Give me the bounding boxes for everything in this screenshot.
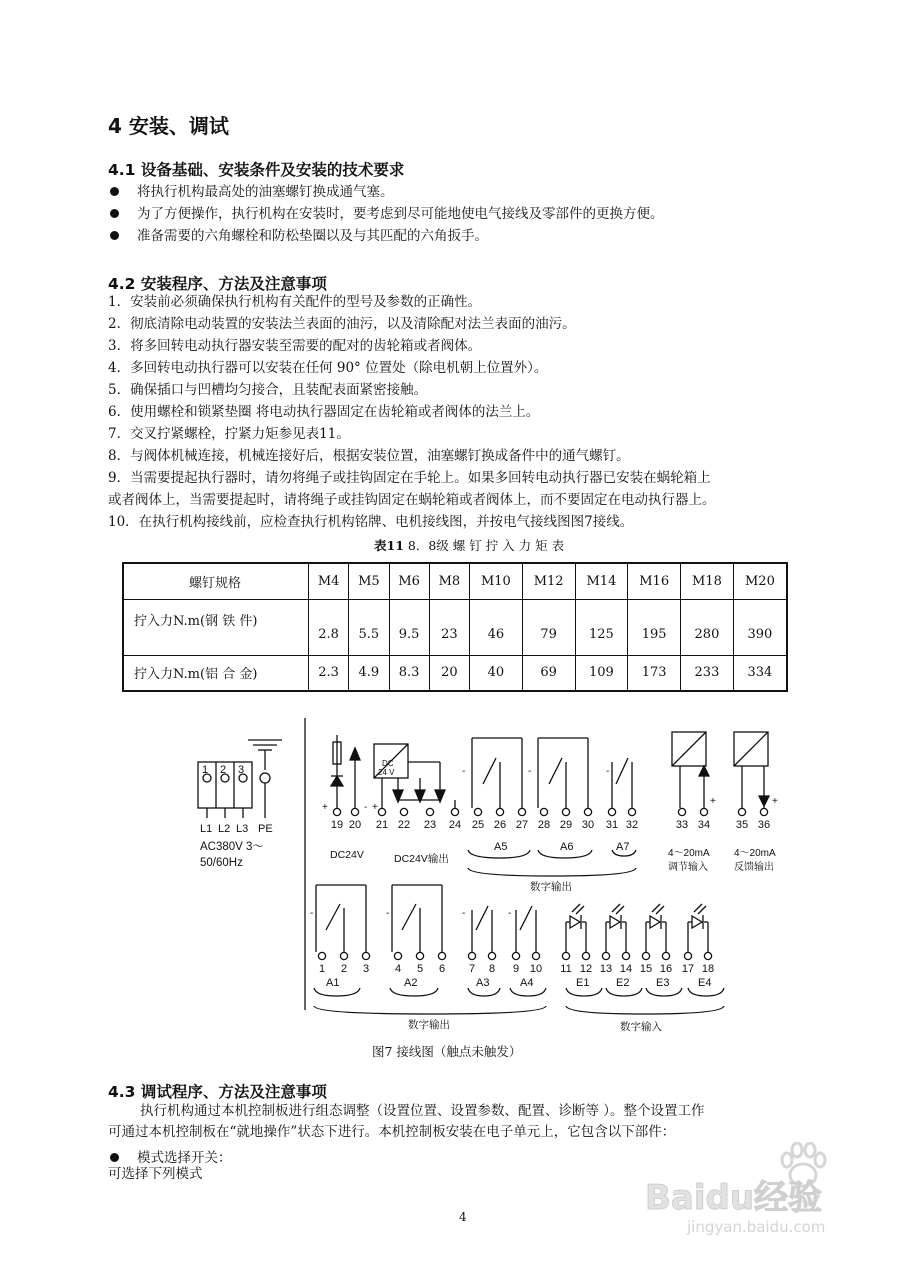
group-label: A5 [494, 841, 508, 853]
bottom-terminal-number: 16 [659, 963, 673, 975]
watermark-url: jingyan.baidu.com [687, 1218, 826, 1236]
top-terminal [333, 808, 340, 815]
bullet-icon [110, 209, 119, 218]
bottom-terminal-number: 11 [560, 963, 572, 975]
polarity-label: - [386, 908, 390, 919]
table-cell: 2.8 [309, 599, 349, 655]
dc-box-label: 24 V [378, 768, 395, 777]
group-label: 调节输入 [668, 862, 708, 873]
table-cell: 拧入力N.m(铝 合 金) [123, 655, 309, 691]
optocoupler-symbol [610, 916, 620, 928]
top-terminal-number: 31 [605, 819, 619, 831]
power-spec: 50/60Hz [200, 857, 243, 869]
table-header-cell: M4 [309, 563, 349, 599]
list-item: 或者阀体上，当需要提起时，请将绳子或挂钩固定在蜗轮箱或者阀体上，而不要固定在电动执行器上。 [108, 492, 716, 508]
table-cell: 46 [470, 599, 523, 655]
list-item: 7．交叉拧紧螺栓，拧紧力矩参见表11。 [108, 426, 350, 442]
bottom-terminal-number: 13 [599, 963, 613, 975]
list-item: 模式选择开关： [110, 1146, 232, 1166]
polarity-label: - [606, 766, 610, 777]
table-header-cell: M6 [389, 563, 429, 599]
polarity-label: - [310, 908, 314, 919]
bottom-terminal [468, 952, 475, 959]
table-cell: 40 [470, 655, 523, 691]
top-terminal-number: 25 [471, 819, 485, 831]
list-item: 6．使用螺栓和锁紧垫圈 将电动执行器固定在齿轮箱或者阀体的法兰上。 [108, 404, 540, 420]
table-row [123, 599, 787, 655]
top-terminal [351, 808, 358, 815]
group-label: E4 [698, 977, 712, 989]
table-row [123, 655, 787, 691]
top-terminal [518, 808, 525, 815]
table-cell: 4.9 [349, 655, 389, 691]
top-terminal-number: 29 [559, 819, 573, 831]
list-item: 2．彻底清除电动装置的安装法兰表面的油污，以及清除配对法兰表面的油污。 [108, 316, 576, 332]
list-item: 8．与阀体机械连接，机械连接好后，根据安装位置，油塞螺钉换成备件中的通气螺钉。 [108, 448, 630, 464]
top-terminal [496, 808, 503, 815]
top-terminal-number: 33 [675, 819, 689, 831]
bottom-terminal [394, 952, 401, 959]
top-terminal-number: 32 [625, 819, 639, 831]
list-item: 4．多回转电动执行器可以安装在任何 90° 位置处（除电机朝上位置外）。 [108, 360, 548, 376]
group-label: 4～20mA [668, 848, 710, 859]
bottom-terminal-number: 6 [438, 963, 446, 975]
bottom-terminal-number: 8 [488, 963, 496, 975]
torque-table [122, 562, 788, 692]
group-label: A3 [476, 977, 490, 989]
list-item: 10．在执行机构接线前，应检查执行机构铭牌、电机接线图，并按电气接线图图7接线。 [108, 514, 634, 530]
optocoupler-symbol [692, 916, 702, 928]
table-header-cell: M20 [733, 563, 787, 599]
paragraph-line: 执行机构通过本机控制板进行组态调整（设置位置、设置参数、配置、诊断等 ）。整个设置工作 [140, 1103, 705, 1119]
list-item: 将执行机构最高处的油塞螺钉换成通气塞。 [110, 180, 394, 200]
top-terminal [628, 808, 635, 815]
wiring-diagram [0, 700, 905, 1070]
top-terminal [426, 808, 433, 815]
bottom-terminal-number: 15 [639, 963, 653, 975]
top-terminal-number: 21 [375, 819, 389, 831]
list-item: 为了方便操作，执行机构在安装时，要考虑到尽可能地使电气接线及零部件的更换方便。 [110, 202, 664, 222]
group-label: 数字输出 [408, 1019, 450, 1031]
page-number: 4 [459, 1210, 467, 1224]
bottom-terminal [704, 952, 711, 959]
polarity-label: - [462, 766, 466, 777]
bottom-terminal [662, 952, 669, 959]
polarity-label: + [372, 802, 378, 813]
bottom-terminal-number: 3 [362, 963, 370, 975]
top-terminal [378, 808, 385, 815]
paragraph-line: 可通过本机控制板在“就地操作”状态下进行。本机控制板安装在电子单元上，它包含以下部件： [108, 1124, 676, 1140]
bottom-terminal-number: 14 [619, 963, 633, 975]
bottom-terminal-number: 18 [701, 963, 715, 975]
top-terminal-number: 22 [397, 819, 411, 831]
bottom-terminal-number: 7 [468, 963, 476, 975]
section-4-3-title: 4.3 调试程序、方法及注意事项 [108, 1083, 327, 1101]
top-terminal-number: 20 [348, 819, 362, 831]
table-cell: 9.5 [389, 599, 429, 655]
table-header-cell: M12 [522, 563, 575, 599]
table-cell: 20 [429, 655, 469, 691]
group-label: A2 [404, 977, 418, 989]
group-label: 数字输出 [530, 881, 572, 893]
top-terminal [608, 808, 615, 815]
top-terminal-number: 35 [735, 819, 749, 831]
table-header-cell: M16 [628, 563, 681, 599]
table-cell: 125 [575, 599, 628, 655]
power-spec: AC380V 3～ [200, 841, 264, 853]
table-cell: 233 [681, 655, 734, 691]
power-label: PE [258, 823, 273, 835]
top-terminal-number: 26 [493, 819, 507, 831]
polarity-label: + [772, 796, 778, 807]
top-terminal [700, 808, 707, 815]
top-terminal-number: 34 [697, 819, 711, 831]
polarity-label: - [364, 802, 368, 813]
group-label: 数字输入 [620, 1021, 662, 1033]
bottom-terminal-number: 4 [394, 963, 402, 975]
table-cell: 109 [575, 655, 628, 691]
polarity-label: + [710, 796, 716, 807]
bottom-terminal [362, 952, 369, 959]
power-label: L1 [200, 823, 213, 835]
table-cell: 拧入力N.m(钢 铁 件) [123, 599, 309, 655]
table-header-cell: M14 [575, 563, 628, 599]
table-cell: 334 [733, 655, 787, 691]
watermark-brand: Baidu经验 [645, 1178, 823, 1218]
group-label: E3 [656, 977, 670, 989]
power-label: L2 [218, 823, 231, 835]
table-cell: 79 [522, 599, 575, 655]
top-terminal-number: 23 [423, 819, 437, 831]
bottom-terminal [340, 952, 347, 959]
top-terminal-number: 28 [537, 819, 551, 831]
group-label: A6 [560, 841, 574, 853]
top-terminal [678, 808, 685, 815]
polarity-label: + [322, 802, 328, 813]
bottom-terminal-number: 2 [340, 963, 348, 975]
table-cell: 173 [628, 655, 681, 691]
top-terminal-number: 27 [515, 819, 529, 831]
figure-caption: 图7 接线图（触点未触发） [372, 1044, 522, 1059]
table-cell: 280 [681, 599, 734, 655]
bottom-terminal-number: 5 [416, 963, 424, 975]
group-label: DC24V输出 [394, 853, 449, 865]
top-terminal [451, 808, 458, 815]
top-terminal [540, 808, 547, 815]
table-cell: 23 [429, 599, 469, 655]
bottom-terminal-number: 9 [512, 963, 520, 975]
bottom-terminal [642, 952, 649, 959]
table-header-row [123, 563, 787, 599]
table-header-cell: M10 [470, 563, 523, 599]
bottom-terminal-number: 1 [318, 963, 326, 975]
section-4-2-title: 4.2 安装程序、方法及注意事项 [108, 275, 327, 293]
top-terminal [474, 808, 481, 815]
table-cell: 2.3 [309, 655, 349, 691]
top-terminal-number: 36 [757, 819, 771, 831]
bottom-terminal-number: 12 [579, 963, 593, 975]
table-cell: 195 [628, 599, 681, 655]
bottom-terminal [318, 952, 325, 959]
group-label: A7 [616, 841, 630, 853]
bottom-terminal [488, 952, 495, 959]
optocoupler-symbol [650, 916, 660, 928]
list-item: 5．确保插口与凹槽均匀接合，且装配表面紧密接触。 [108, 382, 428, 398]
polarity-label: - [462, 908, 466, 919]
table-cell: 390 [733, 599, 787, 655]
group-label: A4 [520, 977, 534, 989]
table-header-cell: 螺钉规格 [123, 563, 309, 599]
bullet-icon [110, 1153, 119, 1162]
group-label: DC24V [330, 849, 364, 861]
group-label: E2 [616, 977, 630, 989]
baidu-watermark [645, 1140, 855, 1240]
top-terminal-number: 24 [448, 819, 462, 831]
section-4-1-title: 4.1 设备基础、安装条件及安装的技术要求 [108, 161, 405, 179]
bottom-terminal-number: 17 [681, 963, 695, 975]
bullet-icon [110, 187, 119, 196]
bottom-terminal [684, 952, 691, 959]
bottom-terminal-number: 10 [529, 963, 543, 975]
group-label: A1 [326, 977, 340, 989]
power-terminal-label: 2 [220, 764, 227, 776]
top-terminal [584, 808, 591, 815]
top-terminal [400, 808, 407, 815]
paragraph-line: 可选择下列模式 [108, 1166, 203, 1182]
bottom-terminal [622, 952, 629, 959]
bottom-terminal [512, 952, 519, 959]
table-cell: 8.3 [389, 655, 429, 691]
group-label: 反馈输出 [734, 862, 774, 873]
bottom-terminal [416, 952, 423, 959]
list-item: 1．安装前必须确保执行机构有关配件的型号及参数的正确性。 [108, 294, 482, 310]
power-terminal-label: 3 [238, 764, 245, 776]
table-cell: 5.5 [349, 599, 389, 655]
top-terminal-number: 30 [581, 819, 595, 831]
top-terminal [562, 808, 569, 815]
top-terminal-number: 19 [330, 819, 344, 831]
group-label: 4～20mA [734, 848, 776, 859]
polarity-label: - [508, 908, 512, 919]
power-label: L3 [236, 823, 249, 835]
section-title: 4 安装、调试 [108, 114, 229, 138]
bullet-icon [110, 231, 119, 240]
list-item: 9．当需要提起执行器时，请勿将绳子或挂钩固定在手轮上。如果多回转电动执行器已安装在蜗轮箱上 [108, 470, 711, 486]
list-item: 3．将多回转电动执行器安装至需要的配对的齿轮箱或者阀体。 [108, 338, 482, 354]
top-terminal [760, 808, 767, 815]
table-header-cell: M8 [429, 563, 469, 599]
table-caption: 表11 8．8级 螺 钉 拧 入 力 矩 表 [374, 538, 565, 553]
optocoupler-symbol [570, 916, 580, 928]
dc-box-label: DC [382, 759, 394, 768]
bottom-terminal [562, 952, 569, 959]
list-item: 准备需要的六角螺栓和防松垫圈以及与其匹配的六角扳手。 [110, 224, 488, 244]
bottom-terminal [602, 952, 609, 959]
power-terminal-label: 1 [202, 764, 209, 776]
bottom-terminal [438, 952, 445, 959]
group-label: E1 [576, 977, 590, 989]
polarity-label: - [528, 766, 532, 777]
bottom-terminal [582, 952, 589, 959]
table-header-cell: M5 [349, 563, 389, 599]
table-cell: 69 [522, 655, 575, 691]
bottom-terminal [532, 952, 539, 959]
table-header-cell: M18 [681, 563, 734, 599]
top-terminal [738, 808, 745, 815]
